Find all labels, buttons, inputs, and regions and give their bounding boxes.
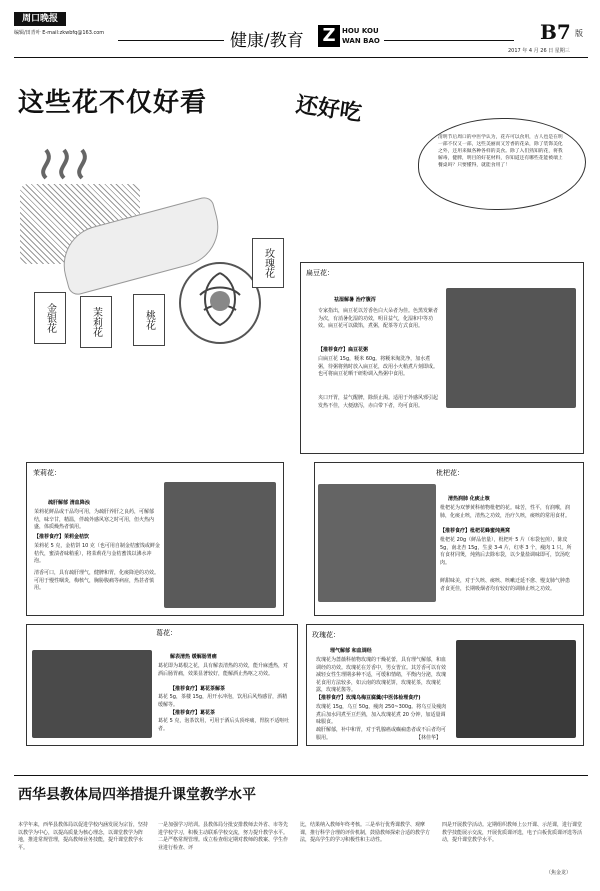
lower-story-col3: 比，结果纳入教师年终考核。三是举行优秀课教学、观摩课，推行科学合理的评价机制，鼓励教师探索合适的教学方法，提高学生的学习积极性和主动性。 <box>300 822 431 843</box>
card-pipa-p3: 鲜甜味美，对于久咳、痰咳、咳嗽迁延不愈、慢支肺气肿患者食更佳，长期吸烟者均有较好的调肺止咳之功效。 <box>440 578 571 592</box>
card-moli-recipe: 【推荐食疗】茉莉金桔饮 <box>34 534 90 540</box>
intro-text: 清明节后周口的中医学认为，花卉可以食用，古人也是在明一部不仅又一部，这些美丽而又芳香的花朵，除了装饰美化之外，还用来做各种各样的美食。除了入们熟知的花，将我解毒，健脾，明目的好花材料，你知道还有哪些花能被端上餐桌吗？只要懂得，就能食用了！ <box>438 135 563 168</box>
card-ge-p3: 葛花 5 克，泡茶饮用，可用于酒后头顶疼痛，胃脘不适呕吐者。 <box>158 718 290 732</box>
meigui-photo <box>456 640 576 738</box>
lower-story-credit: （焦金龙） <box>546 870 572 876</box>
pipa-photo <box>318 484 436 602</box>
card-meigui-p2: 玫瑰花 15g，乌豆 50g，瘦肉 250~300g。将乌豆及瘦肉煮后加水同煮至豆烂熟，加入玫瑰花煮 20 分钟，加适量调味服食。 <box>316 704 447 725</box>
card-biandou-p3: 夹口开胃，益气醒脾，除烦止渴。适用于外感风邪引起发热不佳，大便溏泻，赤白带下者，均可食用。 <box>318 395 439 409</box>
card-pipa-recipe: 【推荐食疗】枇杷花蜂蜜炖燕窝 <box>440 528 511 534</box>
flower-tag-meigui: 玫瑰花 <box>252 238 284 288</box>
flower-tag-jinyin: 金银花 <box>34 292 66 344</box>
flower-tag-tao: 桃花 <box>133 294 165 346</box>
card-ge-recipe: 【推荐食疗】葛花茶解茶 <box>170 686 226 692</box>
card-pipa-p1: 枇杷花为双蓼黄科植物枇杷的花。味苦，性平，有润喉，润肺，化痰止咳，清热之功效，治疗久咳，痰咳的常用食材。 <box>440 505 571 519</box>
lower-story-col2: 一是加强学习培训。县教体局分批安排教师去外省、市等先进学校学习，积极主动联系学校交流，努力提升教学水平。二是严格常规管理。成立检查组定期对教师的教案、学生作业进行检查、评 <box>158 822 289 851</box>
headline-script: 还好吃 <box>294 91 364 127</box>
card-ge-title: 葛花： <box>156 629 177 637</box>
page-number: B7 <box>540 20 571 44</box>
card-ge-p2: 葛花 5g，茶楼 15g，用开水冲泡，饮用后风热感冒，酒精缓解等。 <box>158 694 288 708</box>
card-moli-p2: 茉莉花 5 克，金桔饼 10 克（也可用自制金桔蜜饯或鲜金桔代，蜜渍者味稍重），将茉莉花与金桔蜜饯以沸水冲泡。 <box>34 543 160 564</box>
card-ge-recipe2: 【推荐食疗】葛花茶 <box>170 710 216 716</box>
header-bottom-rule <box>14 57 588 58</box>
card-moli-p3: 清香可口，具有疏肝理气，健脾和胃，化痰降逆的功效。可用于慢性咽炎，梅核气，胸胁腹痛等病症，热甚者慎用。 <box>34 570 160 591</box>
card-meigui-sub: 理气解郁 和血调经 <box>330 648 372 654</box>
card-meigui-p1: 玫瑰花为蔷薇科植物玫瑰的干燥花蕾，具有理气解郁，和血调经的功效。玫瑰花在芳香中，男女皆宜。其芳香可以有效减轻女性生理期多种不适，可缓和情绪，平衡内分泌，玫瑰花食用方法较多，如云南的玫瑰花饼，玫瑰花茶，玫瑰花露，玫瑰花酱等。 <box>316 657 447 693</box>
card-meigui-credit: 【林佳华】 <box>416 735 442 741</box>
brand-z: Z <box>318 25 340 47</box>
header-rule-left <box>118 40 224 41</box>
headline-main: 这些花不仅好看 <box>18 88 208 118</box>
brand-top: HOU KOU <box>342 27 379 35</box>
card-ge-sub: 解表清热 缓解肠胃痛 <box>170 654 217 660</box>
card-biandou-sub: 祛湿解暑 治疗腹泻 <box>334 297 376 303</box>
brand-bottom: WAN BAO <box>342 37 380 45</box>
lower-story-col1: 本学年来，西华县教体局以促进学校内涵发展为宗旨，坚持以教学为中心，以提高质量为核心理念，以课堂教学为阵地，推进常规管理，提高教师业务技能，提升课堂教学水平。 <box>18 822 149 851</box>
card-moli-title: 茉莉花： <box>33 469 61 477</box>
lower-story-col4: 四是开展教学活动。定期组织教师上公开课、示范课，进行课堂教学技能展示交流，开展优质课评选，电子白板优质课评选等活动，提升课堂教学水平。 <box>442 822 583 843</box>
card-moli-p1: 茉莉花鲜品或干品均可用，为疏肝养肝之良药，可解郁结，味辛甘，精温，伴疏外感风寒之时可用，但火热内盛，体质燥热者慎用。 <box>34 509 155 530</box>
lower-story-headline: 西华县教体局四举措提升课堂教学水平 <box>18 787 256 803</box>
card-ge-p1: 葛花即为葛根之花，具有解表清热的功效，能升麻透热，对酒后肠胃痛，效果显著较好，能解酒止热呕之功效。 <box>158 663 289 677</box>
card-moli-sub: 疏肝解郁 清血降浊 <box>48 500 90 506</box>
card-biandou-p1: 专家指出，扁豆花以芳香色白大朵者为佳。色黑发紫者为次，有消暑化湿的功效，明目益气，化湿和中等功效。扁豆花可以做馅，煮粥，配茶等方式食用。 <box>318 308 439 329</box>
ge-photo <box>32 650 152 738</box>
flower-tag-moli: 茉莉花 <box>80 296 112 348</box>
moli-photo <box>164 482 276 608</box>
editor-line: 编辑/田青叶 E-mail:zkwbfq@163.com <box>14 30 105 36</box>
steam-icon <box>36 140 106 180</box>
biandou-photo <box>446 288 576 408</box>
card-meigui-title: 玫瑰花： <box>312 631 340 639</box>
section-title: 健康/教育 <box>230 31 304 51</box>
card-biandou-recipe: 【推荐食疗】扁豆花粥 <box>318 347 369 353</box>
card-biandou-title: 扁豆花： <box>306 269 334 277</box>
card-pipa-p2: 枇杷花 20g（鲜品倍量），枇杷叶 5 片（布袋包煎），陈皮 5g，南北杏 15g，生姜 3-4 片，红枣 3 个，瘦肉 1 只。所有食材同煲，炖熟后去除布袋，以少量盐调味即可，饮汤吃肉。 <box>440 537 572 566</box>
card-pipa-title: 枇杷花： <box>436 469 464 477</box>
card-pipa-sub: 清热润肺 化痰止咳 <box>448 496 490 502</box>
issue-date: 2017 年 4 月 26 日 星期三 <box>508 48 570 54</box>
lower-story-rule <box>14 775 588 776</box>
card-biandou-p2: 白扁豆花 15g，粳米 60g。将粳米淘洗净，加水煮粥，待粥将熟时放入扁豆花，改用小火稍煮片刻即成。也可将扁豆花晒干研粉调入热粥中食用。 <box>318 356 439 377</box>
card-meigui-p3: 疏肝解郁，补中和胃，对于乳腺癌或癫痫患者或不后者均可服用。 <box>316 727 447 741</box>
page-suffix: 版 <box>575 29 583 38</box>
header-rule-right <box>384 40 514 41</box>
card-meigui-recipe: 【推荐食疗】玫瑰乌梅豆腐羹(中医体检理食疗) <box>316 695 421 701</box>
newspaper-logo: 周口晚报 <box>14 12 66 26</box>
